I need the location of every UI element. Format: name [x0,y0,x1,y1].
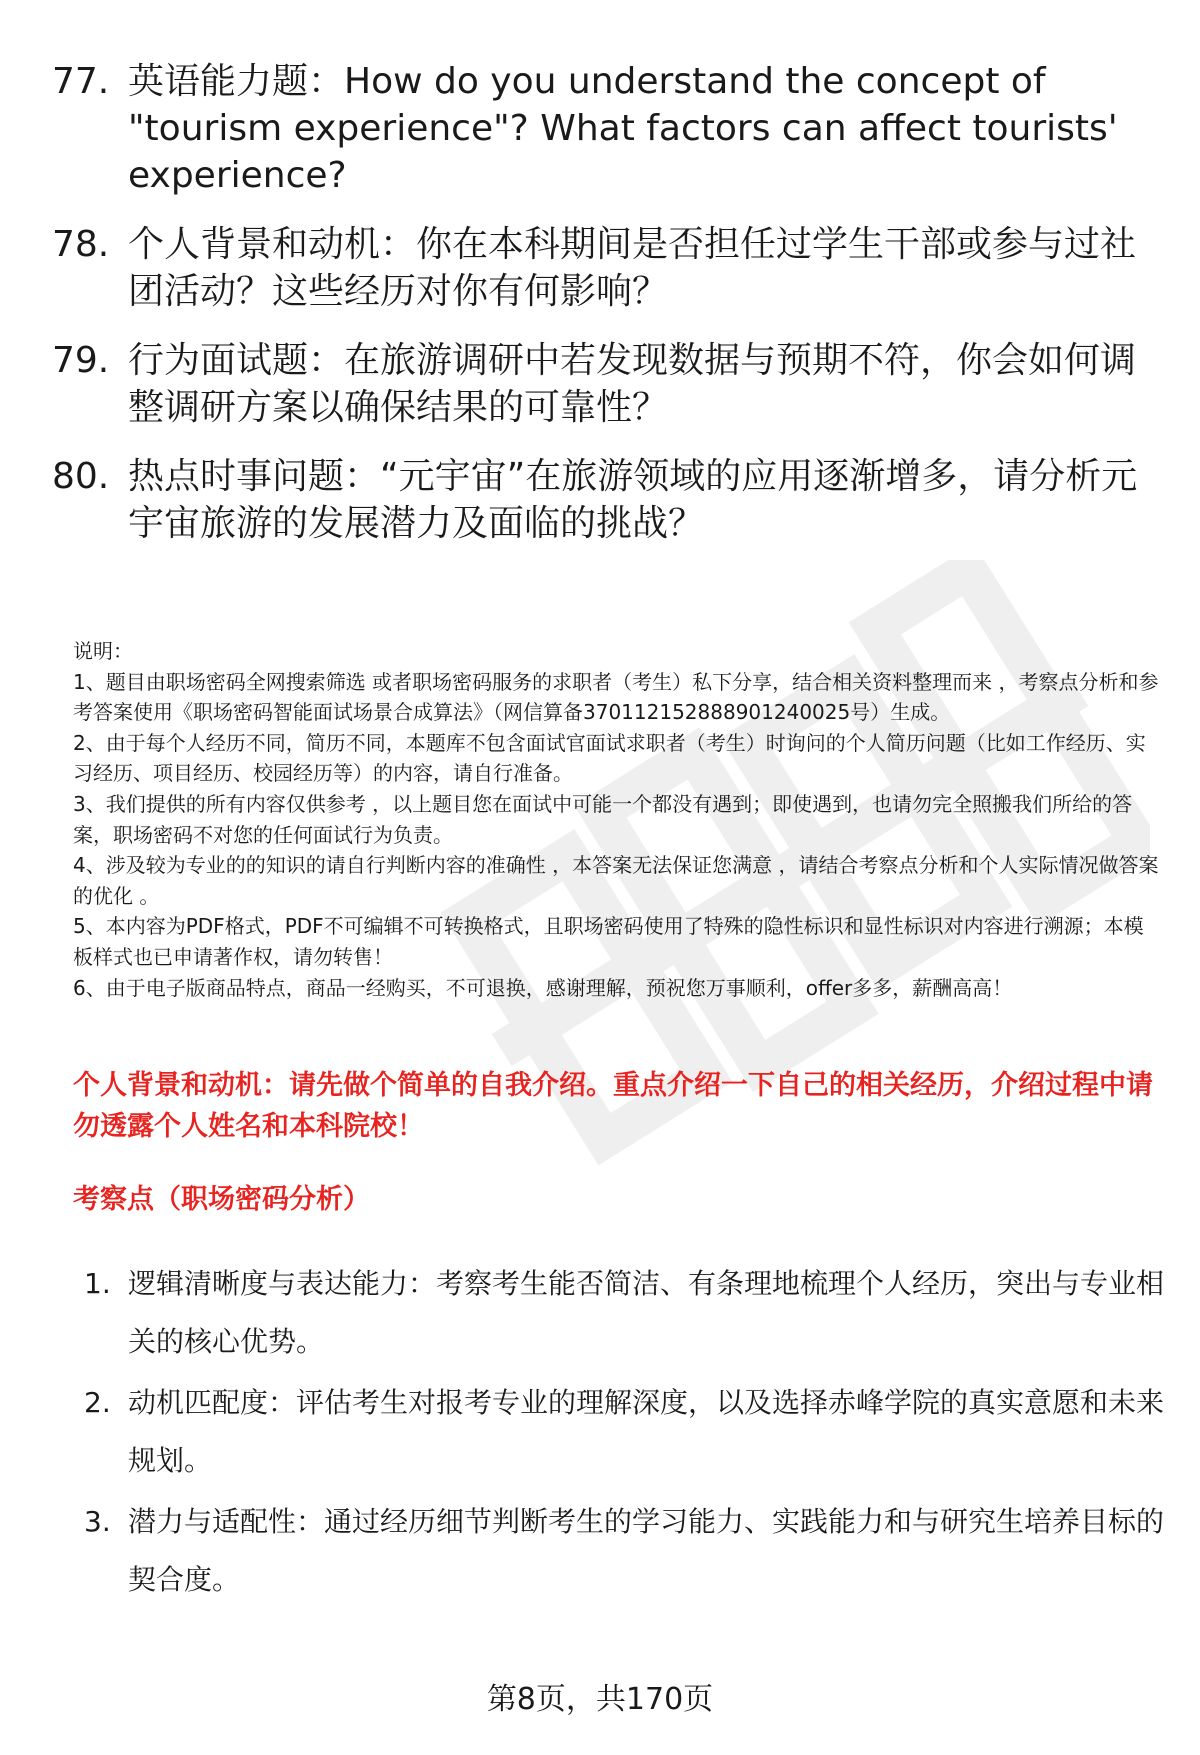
analysis-points [84,1255,1164,1612]
analysis-point [84,1493,1164,1609]
note-item: 3、我们提供的所有内容仅供参考 ，以上题目您在面试中可能一个都没有遇到；即使遇到，也请勿完全照搬我们所给的答案，职场密码不对您的任何面试行为负责。 [73,791,1133,847]
question-number: 80. [52,456,110,497]
analysis-point [84,1255,1164,1371]
page-footer: 第8页，共170页 [486,1682,714,1717]
question-item [52,58,1152,199]
point-text: 动机匹配度：评估考生对报考专业的理解深度，以及选择赤峰学院的真实意愿和未来规划。 [128,1386,1165,1477]
question-text: 个人背景和动机：你在本科期间是否担任过学生干部或参与过社团活动？这些经历对你有何影响？ [128,224,1137,312]
point-text: 逻辑清晰度与表达能力：考察考生能否简洁、有条理地梳理个人经历，突出与专业相关的核心优势。 [128,1267,1165,1358]
note-item: 5、本内容为PDF格式，PDF不可编辑不可转换格式，且职场密码使用了特殊的隐性标识和显性标识对内容进行溯源；本模板样式也已申请著作权，请勿转售！ [73,914,1144,969]
note-item: 6、由于电子版商品特点，商品一经购买，不可退换，感谢理解，预祝您万事顺利，offer多多，薪酬高高！ [73,975,1013,1000]
analysis-title: 考察点（职场密码分析） [73,1184,370,1215]
disclaimer-notes [73,636,1163,1003]
question-list [52,58,1152,569]
note-item: 1、题目由职场密码全网搜索筛选 或者职场密码服务的求职者（考生）私下分享，结合相关资料整理而来 ，考察点分析和参考答案使用《职场密码智能面试场景合成算法》（网信算备370112152888901240025号）生成。 [73,669,1159,725]
point-number: 2. [84,1386,111,1419]
notes-title: 说明： [73,639,133,663]
question-item [52,453,1152,547]
point-number: 3. [84,1505,111,1538]
note-item: 2、由于每个人经历不同，简历不同，本题库不包含面试官面试求职者（考生）时询问的个人简历问题（比如工作经历、实习经历、项目经历、校园经历等）的内容，请自行准备。 [73,730,1146,786]
point-number: 1. [84,1267,111,1300]
question-number: 77. [52,61,110,102]
question-item [52,337,1152,431]
question-text: 热点时事问题：“元宇宙”在旅游领域的应用逐渐增多，请分析元宇宙旅游的发展潜力及面临的挑战？ [128,456,1138,544]
question-text: 英语能力题：How do you understand the concept of "tourism experience"? What factors can affect tourists' experience? [128,61,1118,196]
question-number: 79. [52,340,110,381]
analysis-point [84,1374,1164,1490]
featured-question: 个人背景和动机：请先做个简单的自我介绍。重点介绍一下自己的相关经历，介绍过程中请勿透露个人姓名和本科院校！ [73,1070,1153,1142]
question-number: 78. [52,224,110,265]
question-item [52,221,1152,315]
point-text: 潜力与适配性：通过经历细节判断考生的学习能力、实践能力和与研究生培养目标的契合度。 [128,1505,1165,1596]
question-text: 行为面试题：在旅游调研中若发现数据与预期不符，你会如何调整调研方案以确保结果的可靠性？ [128,340,1137,428]
note-item: 4、涉及较为专业的的知识的请自行判断内容的准确性 ，本答案无法保证您满意 ，请结合考察点分析和个人实际情况做答案的优化 。 [73,853,1159,908]
